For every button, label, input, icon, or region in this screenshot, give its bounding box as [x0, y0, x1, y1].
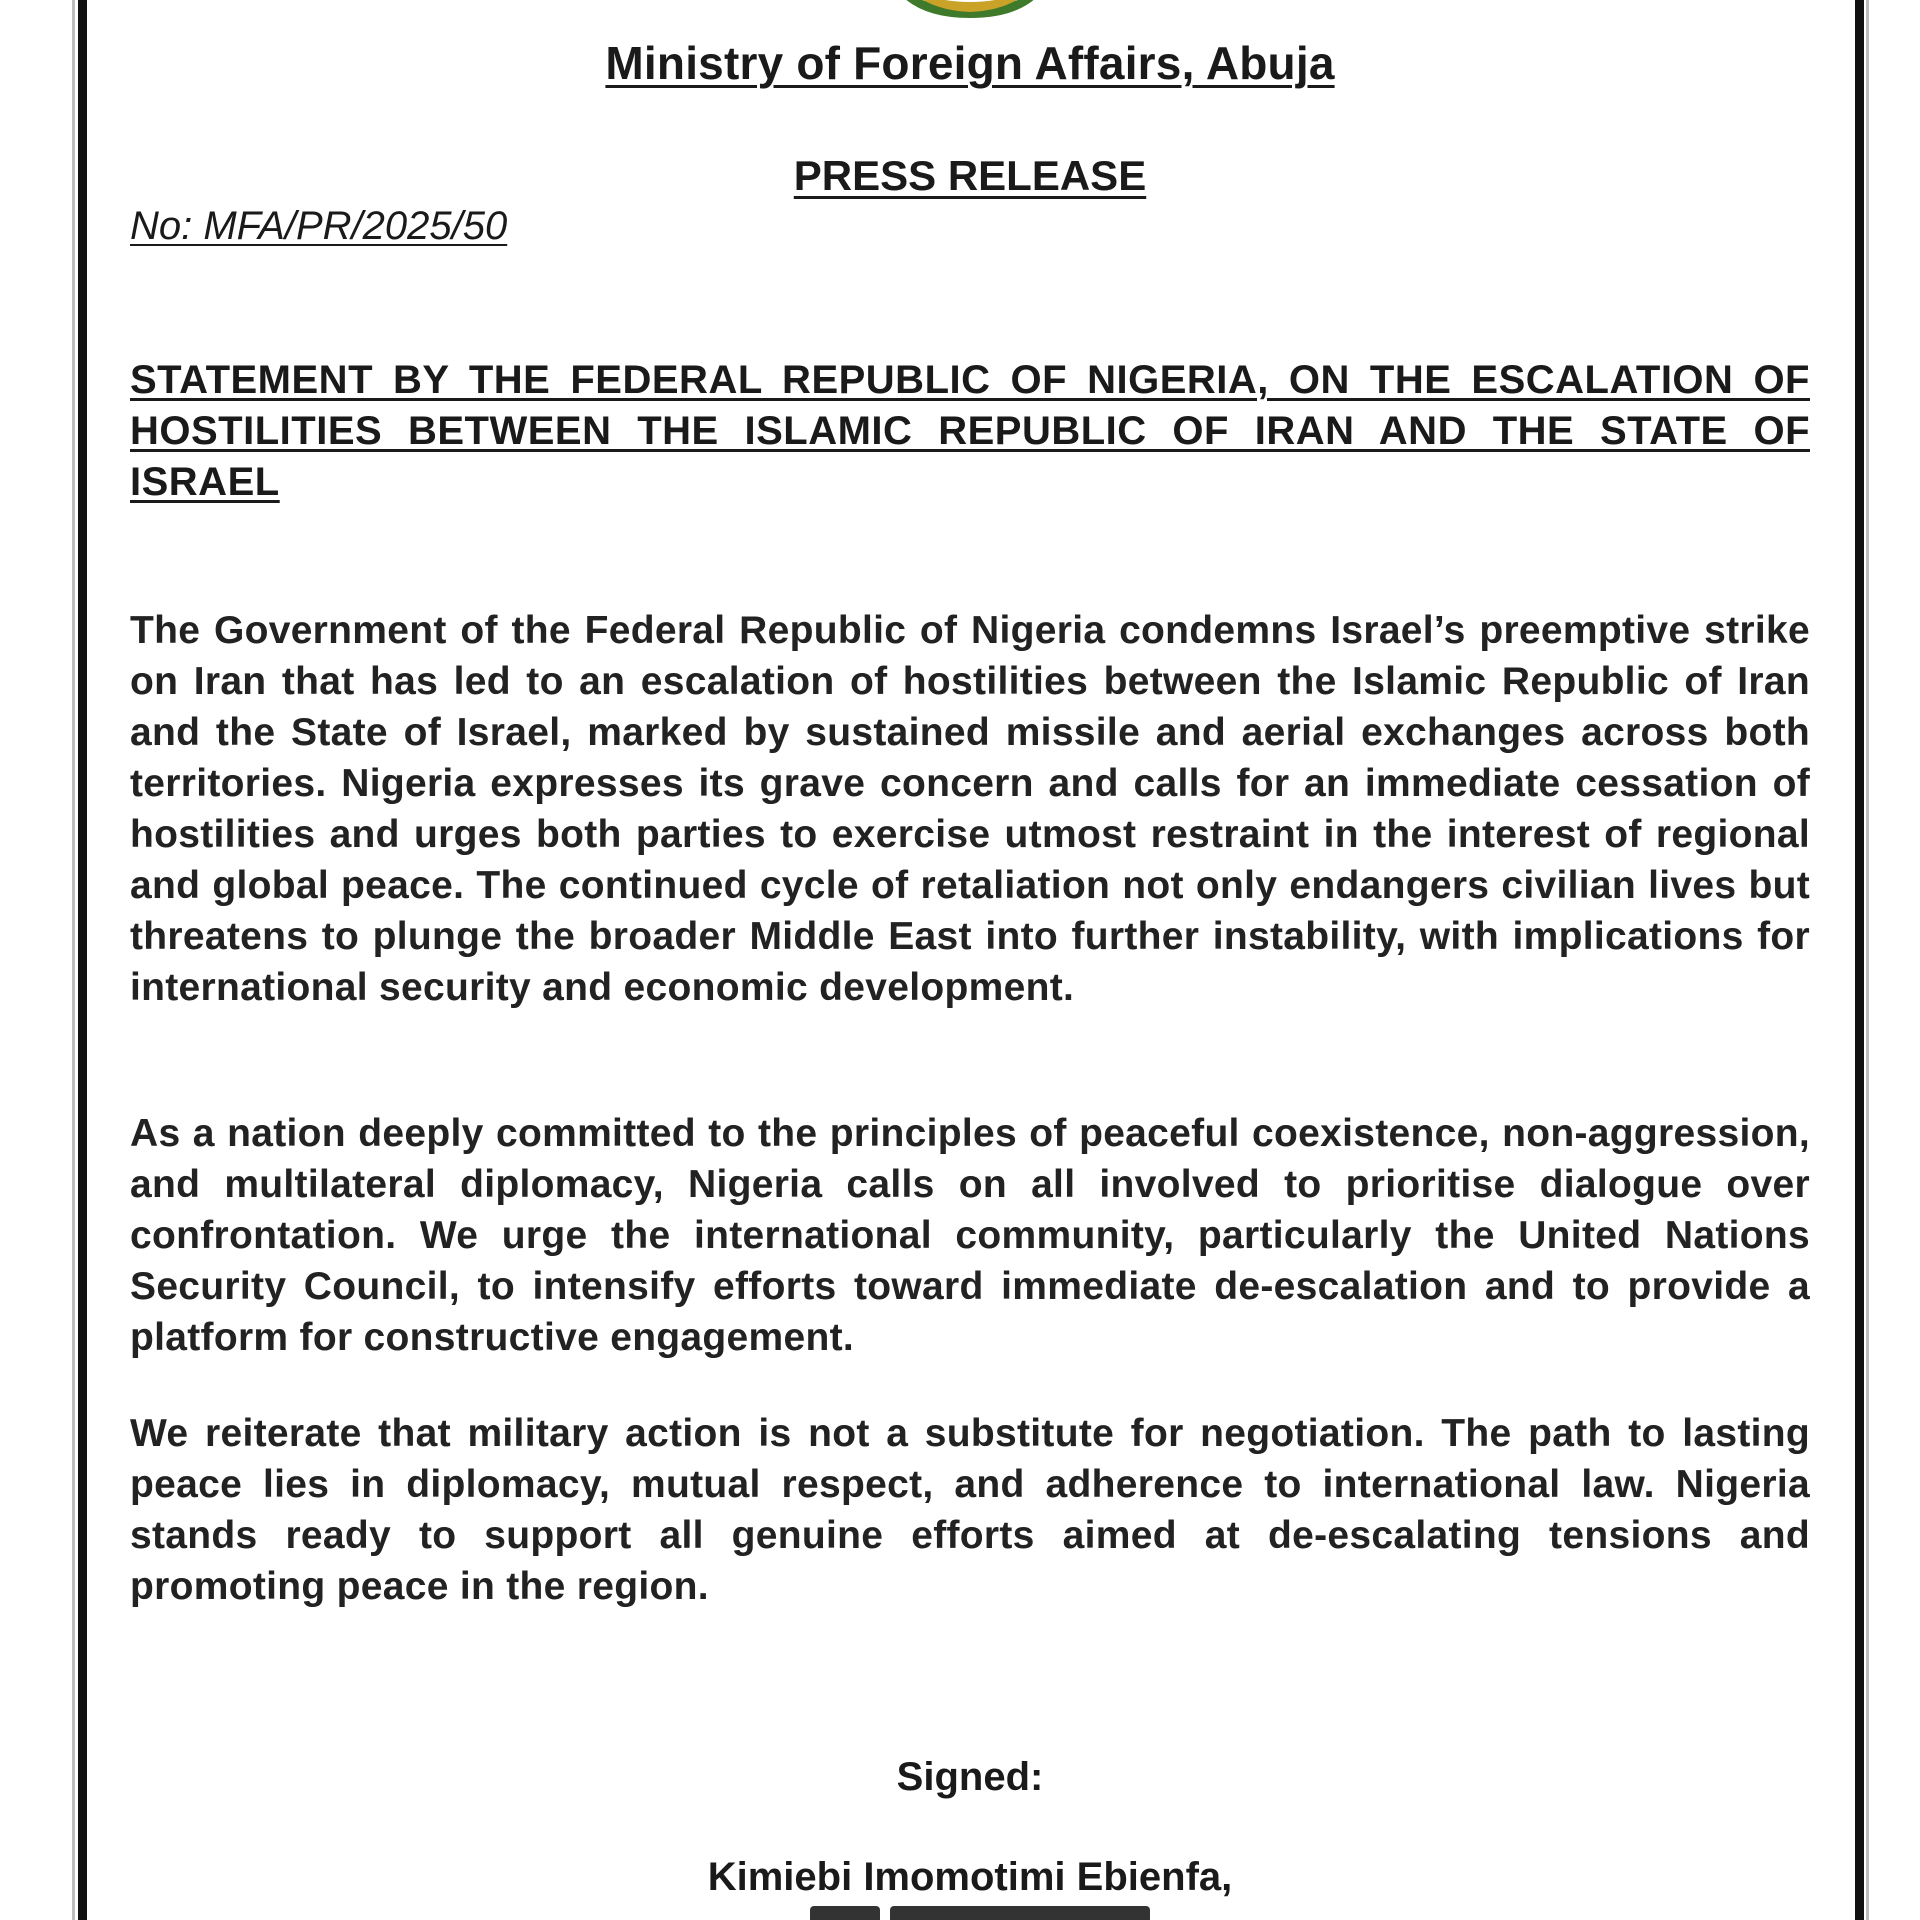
signatory-name: Kimiebi Imomotimi Ebienfa,	[707, 1855, 1233, 1899]
frame-shadow-left	[72, 0, 75, 1920]
reference-number: No: MFA/PR/2025/50	[130, 204, 508, 248]
paragraph-3: We reiterate that military action is not a substitute for negotiation. The path to lasting peace lies in diplomacy, mutual respect, and adherence to international law. Nigeria stands ready to support all genuine efforts aimed at de-escalating tensions and promoting peace in the region.	[130, 1412, 1810, 1608]
page-border-right	[1855, 0, 1864, 1920]
page-border-left	[78, 0, 87, 1920]
ministry-title: Ministry of Foreign Affairs, Abuja	[605, 37, 1335, 89]
paragraph-1: The Government of the Federal Republic of Nigeria condemns Israel’s preemptive strike on Iran that has led to an escalation of hostilities between the Islamic Republic of Iran and the State of Israel, marked by sustained missile and aerial exchanges across both territories. Nigeria expresses its grave concern and calls for an immediate cessation of hostilities and urges both parties to exercise utmost restraint in the interest of regional and global peace. The continued cycle of retaliation not only endangers civilian lives but threatens to plunge the broader Middle East into further instability, with implications for international security and economic development.	[130, 609, 1810, 1009]
coat-of-arms-icon	[870, 0, 1070, 20]
statement-heading: STATEMENT BY THE FEDERAL REPUBLIC OF NIGERIA, ON THE ESCALATION OF HOSTILITIES BETWEEN THE ISLAMIC REPUBLIC OF IRAN AND THE STATE OF ISRAEL	[130, 358, 1810, 504]
signed-label: Signed:	[896, 1755, 1044, 1799]
press-release-label: PRESS RELEASE	[793, 152, 1147, 199]
paragraph-2: As a nation deeply committed to the principles of peaceful coexistence, non-aggression, and multilateral diplomacy, Nigeria calls on all involved to prioritise dialogue over confrontation. We urge the international community, particularly the United Nations Security Council, to intensify efforts toward immediate de-escalation and to provide a platform for constructive engagement.	[130, 1112, 1810, 1359]
cropped-text-line	[810, 1906, 1230, 1920]
frame-shadow-right	[1866, 0, 1869, 1920]
